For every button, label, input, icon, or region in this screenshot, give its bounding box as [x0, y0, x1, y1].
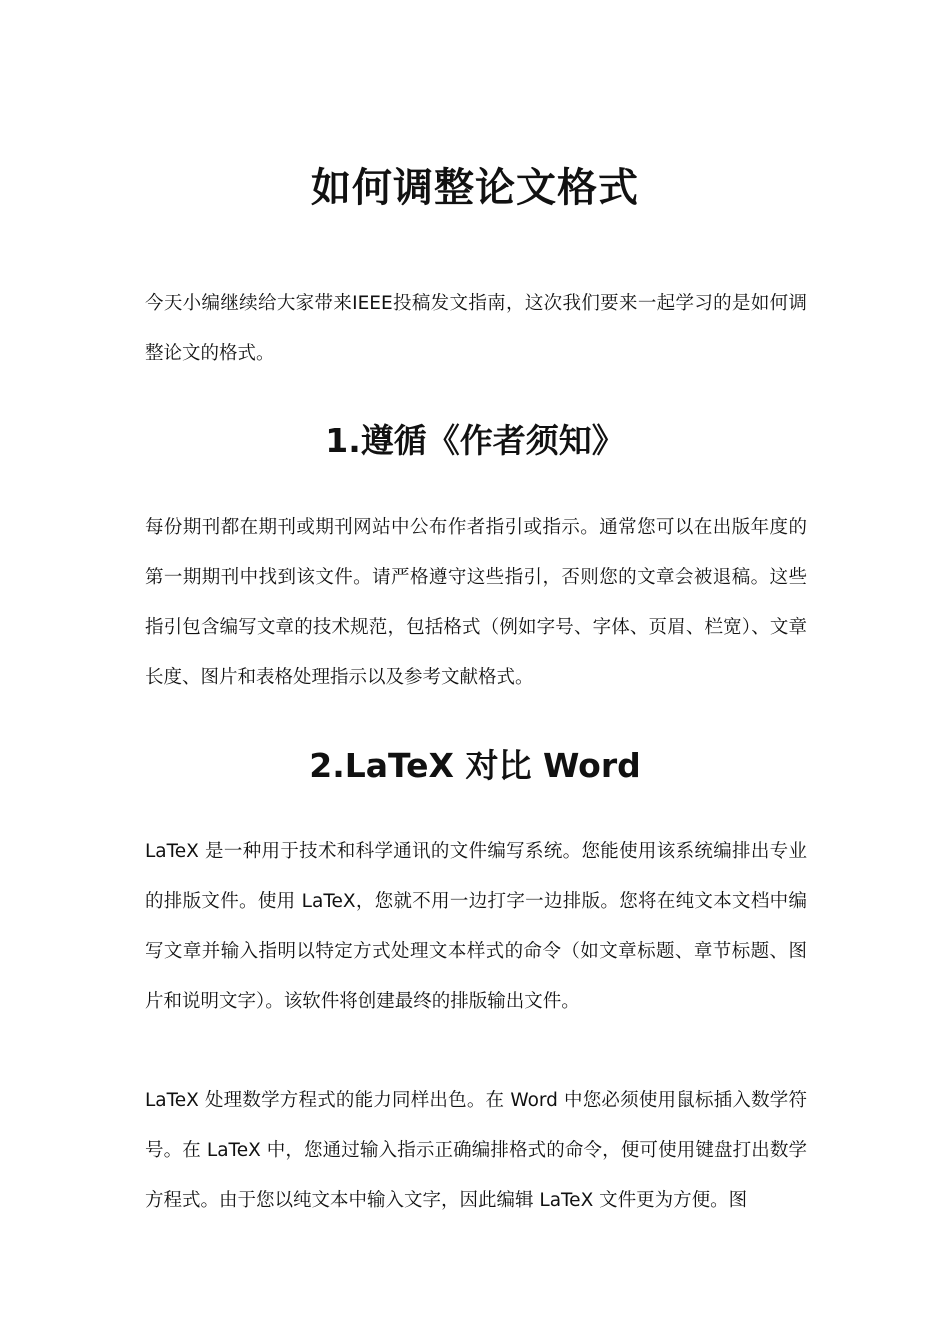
intro-paragraph: 今天小编继续给大家带来IEEE投稿发文指南，这次我们要来一起学习的是如何调整论文的格式。 — [145, 293, 807, 364]
section-1-paragraph: 每份期刊都在期刊或期刊网站中公布作者指引或指示。通常您可以在出版年度的第一期期刊中找到该文件。请严格遵守这些指引，否则您的文章会被退稿。这些指引包含编写文章的技术规范，包括格式（例如字号、字体、页眉、栏宽）、文章长度、图片和表格处理指示以及参考文献格式。 — [145, 517, 807, 688]
document-title: 如何调整论文格式 — [311, 165, 639, 211]
section-2-heading: 2.LaTeX 对比 Word — [309, 746, 641, 785]
section-1-heading: 1.遵循《作者须知》 — [325, 421, 625, 460]
section-2-paragraph-2: LaTeX 处理数学方程式的能力同样出色。在 Word 中您必须使用鼠标插入数学符号。在 LaTeX 中，您通过输入指示正确编排格式的命令，便可使用键盘打出数学方程式。由于您以纯文本中输入文字，因此编辑 LaTeX 文件更为方便。图 — [145, 1090, 807, 1211]
section-2-paragraph-1: LaTeX 是一种用于技术和科学通讯的文件编写系统。您能使用该系统编排出专业的排版文件。使用 LaTeX，您就不用一边打字一边排版。您将在纯文本文档中编写文章并输入指明以特定方式处理文本样式的命令（如文章标题、章节标题、图片和说明文字）。该软件将创建最终的排版输出文件。 — [145, 841, 807, 1012]
